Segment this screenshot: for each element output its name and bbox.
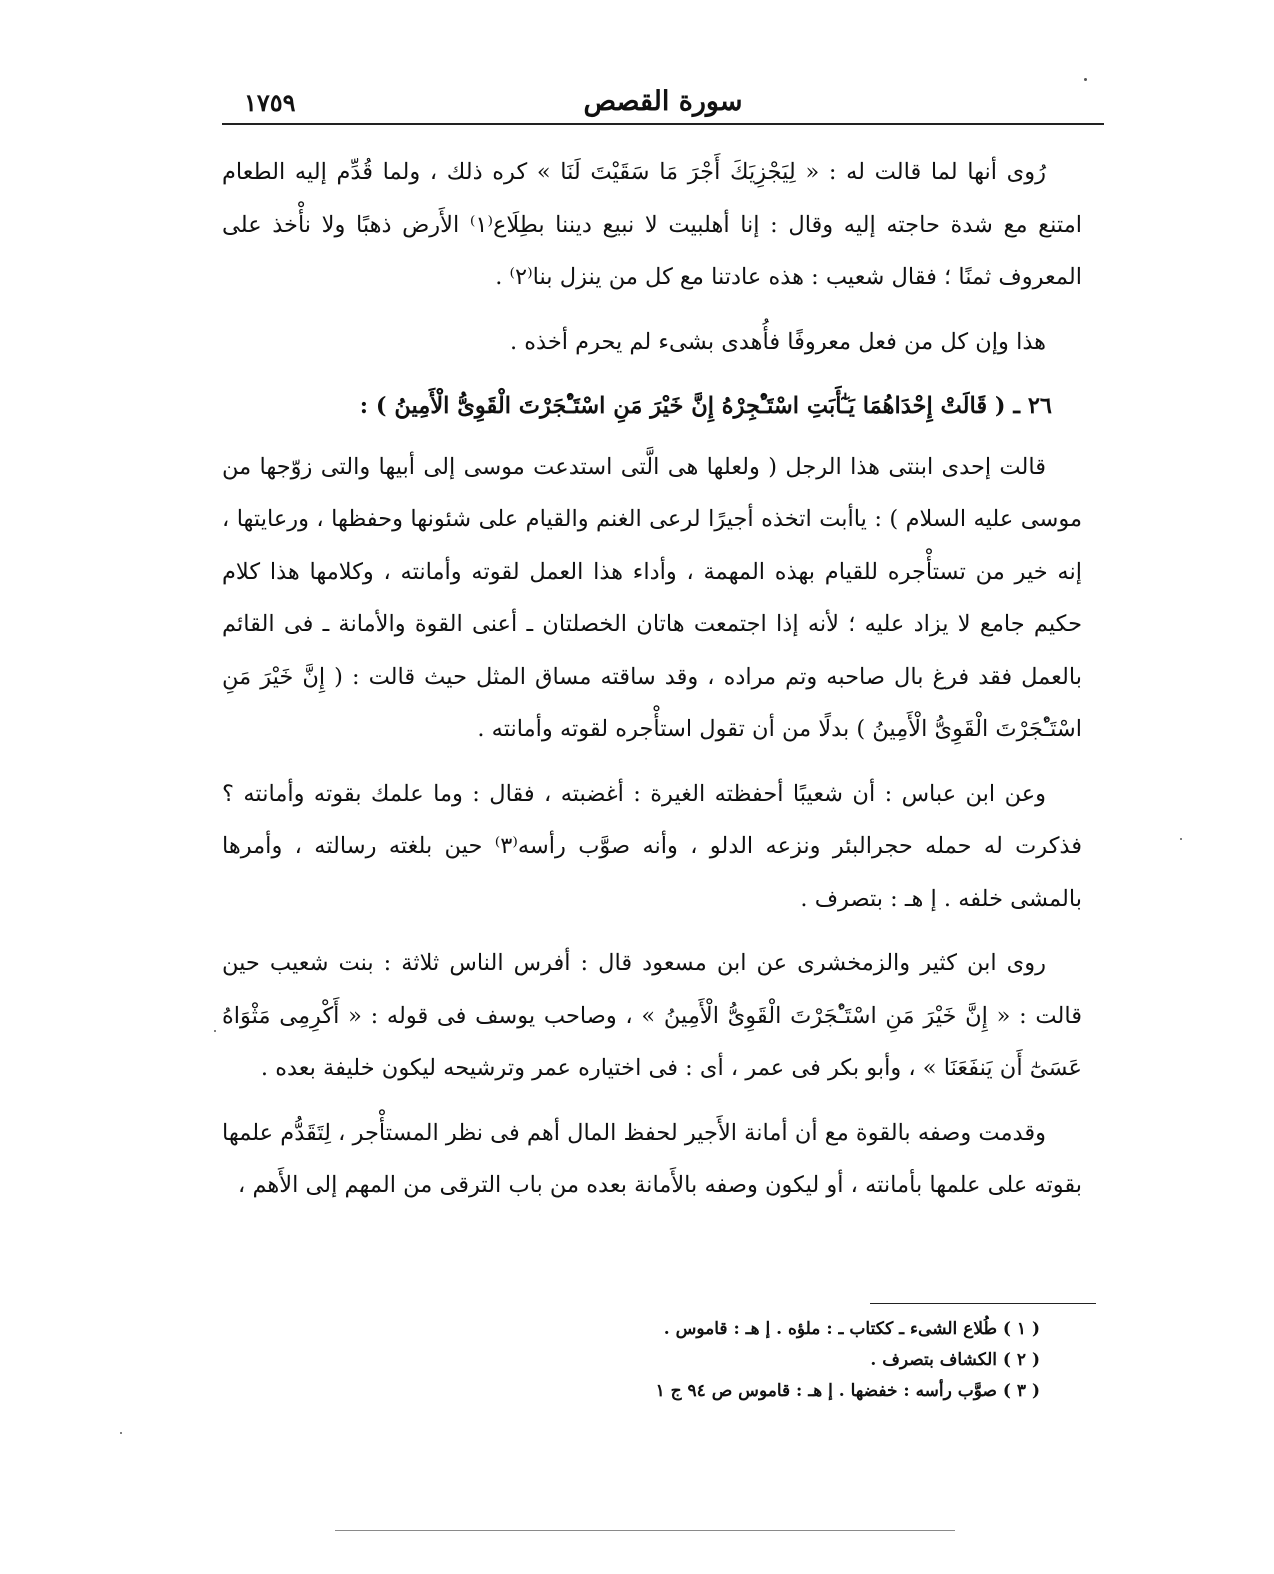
- paragraph: رُوى أنها لما قالت له : « لِيَجْزِيَكَ أَجْرَ مَا سَقَيْتَ لَنَا » كره ذلك ، ولما قُدِّم إليه الطعام امتنع مع شدة حاجته إليه وقال : إنا أهلبيت لا نبيع ديننا بطِلَاع⁽١⁾ الأَرض ذهبًا ولا نأْخذ على المعروف ثمنًا ؛ فقال شعيب : هذه عادتنا مع كل من ينزل بنا⁽٢⁾ .: [222, 159, 1082, 290]
- paragraph: وقدمت وصفه بالقوة مع أن أمانة الأَجير لحفظ المال أهم فى نظر المستأْجر ، لِتَقَدُّم علمها بقوته على علمها بأمانته ، أو ليكون وصفه بالأَمانة بعده من باب الترقى من المهم إلى الأَهم ،: [222, 1119, 1082, 1198]
- paragraph: هذا وإن كل من فعل معروفًا فأُهدى بشىء لم يحرم أخذه .: [509, 328, 1046, 355]
- header-divider: [222, 123, 1104, 125]
- paragraph: قالت إحدى ابنتى هذا الرجل ( ولعلها هى الَّتى استدعت موسى إلى أبيها والتى زوّجها من موسى عليه السلام ) : ياأبت اتخذه أجيرًا لرعى الغنم والقيام على شئونها وحفظها ، ورعايتها ، إنه خير من تستأْجره للقيام بهذه المهمة ، وأداء هذا العمل لقوته وأمانته ، وكلامها هذا كلام حكيم جامع لا يزاد عليه ؛ لأنه إذا اجتمعت هاتان الخصلتان ـ أعنى القوة والأمانة ـ فى القائم بالعمل فقد فرغ بال صاحبه وتم مراده ، وقد ساقته مساق المثل حيث قالت : ( إِنَّ خَيْرَ مَنِ اسْتَـْٔجَرْتَ الْقَوِىُّ الْأَمِينُ ) بدلًا من أن تقول استأْجره لقوته وأمانته .: [222, 453, 1082, 742]
- main-text: [222, 146, 1082, 1212]
- surah-title: سورة القصص: [583, 86, 743, 117]
- footnote: ( ٣ ) صوَّب رأسه : خفضها . إ هـ : قاموس ص ٩٤ ج ١: [655, 1381, 1040, 1401]
- footnotes: [560, 1314, 1040, 1407]
- scan-edge-line: [335, 1530, 955, 1531]
- scan-speck: [214, 1030, 216, 1032]
- scan-speck: [1180, 838, 1182, 840]
- scan-speck: [1084, 78, 1087, 81]
- footnote-divider: [870, 1303, 1096, 1304]
- footnote: ( ١ ) طُلاع الشىء ـ ككتاب ـ : ملؤه . إ هـ : قاموس .: [663, 1319, 1040, 1339]
- page-header: [222, 72, 1104, 122]
- page-number: ١٧٥٩: [244, 88, 296, 117]
- paragraph: روى ابن كثير والزمخشرى عن ابن مسعود قال : أفرس الناس ثلاثة : بنت شعيب حين قالت : « إِنَّ خَيْرَ مَنِ اسْتَـْٔجَرْتَ الْقَوِىُّ الْأَمِينُ » ، وصاحب يوسف فى قوله : « أَكْرِمِى مَثْوَاهُ عَسَىٰٓ أَن يَنفَعَنَا » ، وأبو بكر فى عمر ، أى : فى اختياره عمر وترشيحه ليكون خليفة بعده .: [222, 950, 1082, 1081]
- scan-speck: [120, 1432, 122, 1434]
- paragraph: وعن ابن عباس : أن شعيبًا أحفظته الغيرة : أغضبته ، فقال : وما علمك بقوته وأمانته ؟ فذكرت له حمله حجرالبئر ونزعه الدلو ، وأنه صوَّب رأسه⁽٣⁾ حين بلغته رسالته ، وأمرها بالمشى خلفه . إ هـ : بتصرف .: [222, 780, 1082, 912]
- verse-heading: ٢٦ ـ ( قَالَتْ إِحْدَاهُمَا يَـٰٓأَبَتِ اسْتَـْٔجِرْهُ إِنَّ خَيْرَ مَنِ اسْتَـْٔجَرْتَ الْقَوِىُّ الْأَمِينُ ) :: [359, 393, 1052, 419]
- footnote: ( ٢ ) الكشاف بتصرف .: [870, 1350, 1040, 1370]
